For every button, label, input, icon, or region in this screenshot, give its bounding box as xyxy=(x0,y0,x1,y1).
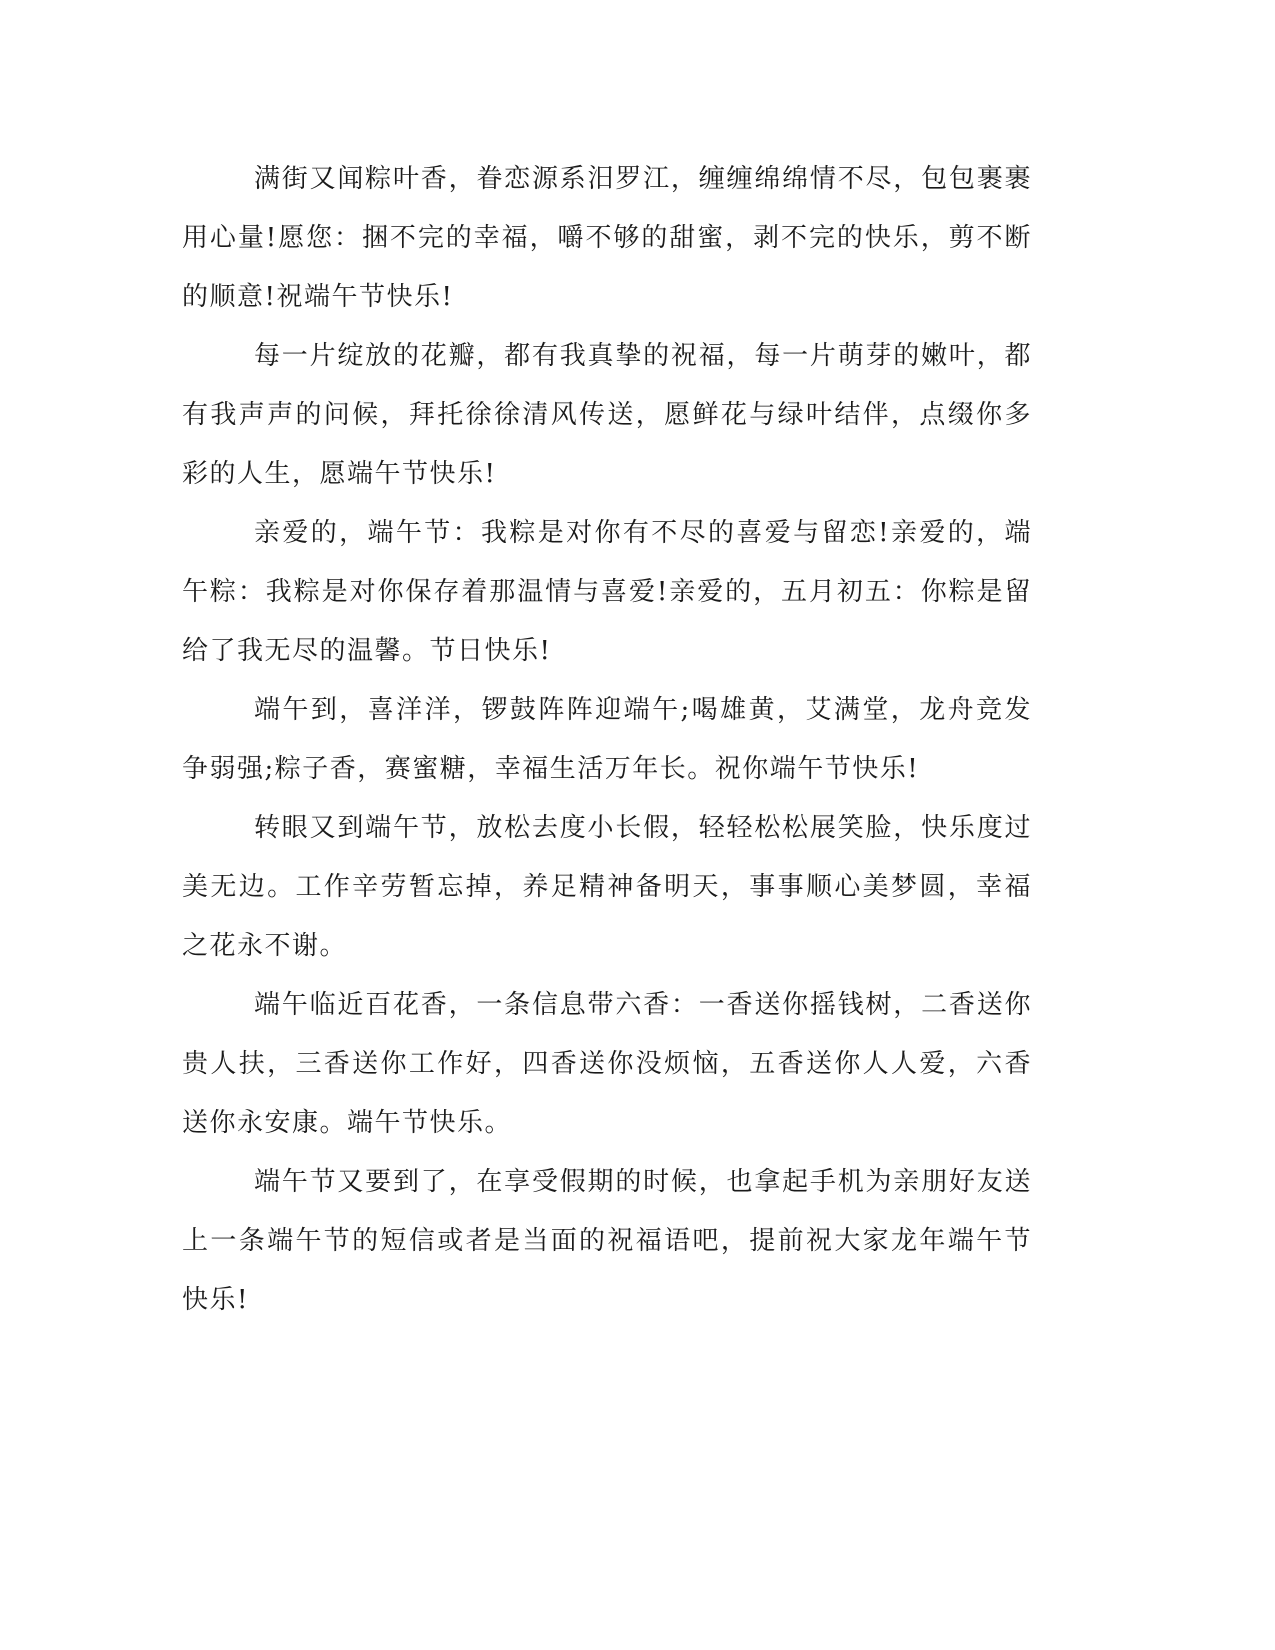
paragraph: 满街又闻粽叶香，眷恋源系汨罗江，缠缠绵绵情不尽，包包裹裹用心量!愿您：捆不完的幸福，嚼不够的甜蜜，剥不完的快乐，剪不断的顺意!祝端午节快乐! xyxy=(182,164,1032,312)
paragraph: 转眼又到端午节，放松去度小长假，轻轻松松展笑脸，快乐度过美无边。工作辛劳暂忘掉，养足精神备明天，事事顺心美梦圆，幸福之花永不谢。 xyxy=(182,813,1032,961)
paragraph: 端午到，喜洋洋，锣鼓阵阵迎端午;喝雄黄，艾满堂，龙舟竞发争弱强;粽子香，赛蜜糖，幸福生活万年长。祝你端午节快乐! xyxy=(182,695,1032,784)
paragraph: 每一片绽放的花瓣，都有我真挚的祝福，每一片萌芽的嫩叶，都有我声声的问候，拜托徐徐清风传送，愿鲜花与绿叶结伴，点缀你多彩的人生，愿端午节快乐! xyxy=(182,341,1032,489)
paragraph: 亲爱的，端午节：我粽是对你有不尽的喜爱与留恋!亲爱的，端午粽：我粽是对你保存着那温情与喜爱!亲爱的，五月初五：你粽是留给了我无尽的温馨。节日快乐! xyxy=(182,518,1032,666)
paragraph: 端午临近百花香，一条信息带六香：一香送你摇钱树，二香送你贵人扶，三香送你工作好，四香送你没烦恼，五香送你人人爱，六香送你永安康。端午节快乐。 xyxy=(182,990,1032,1138)
paragraph: 端午节又要到了，在享受假期的时候，也拿起手机为亲朋好友送上一条端午节的短信或者是当面的祝福语吧，提前祝大家龙年端午节快乐! xyxy=(182,1167,1032,1315)
document-body xyxy=(182,150,1032,1330)
